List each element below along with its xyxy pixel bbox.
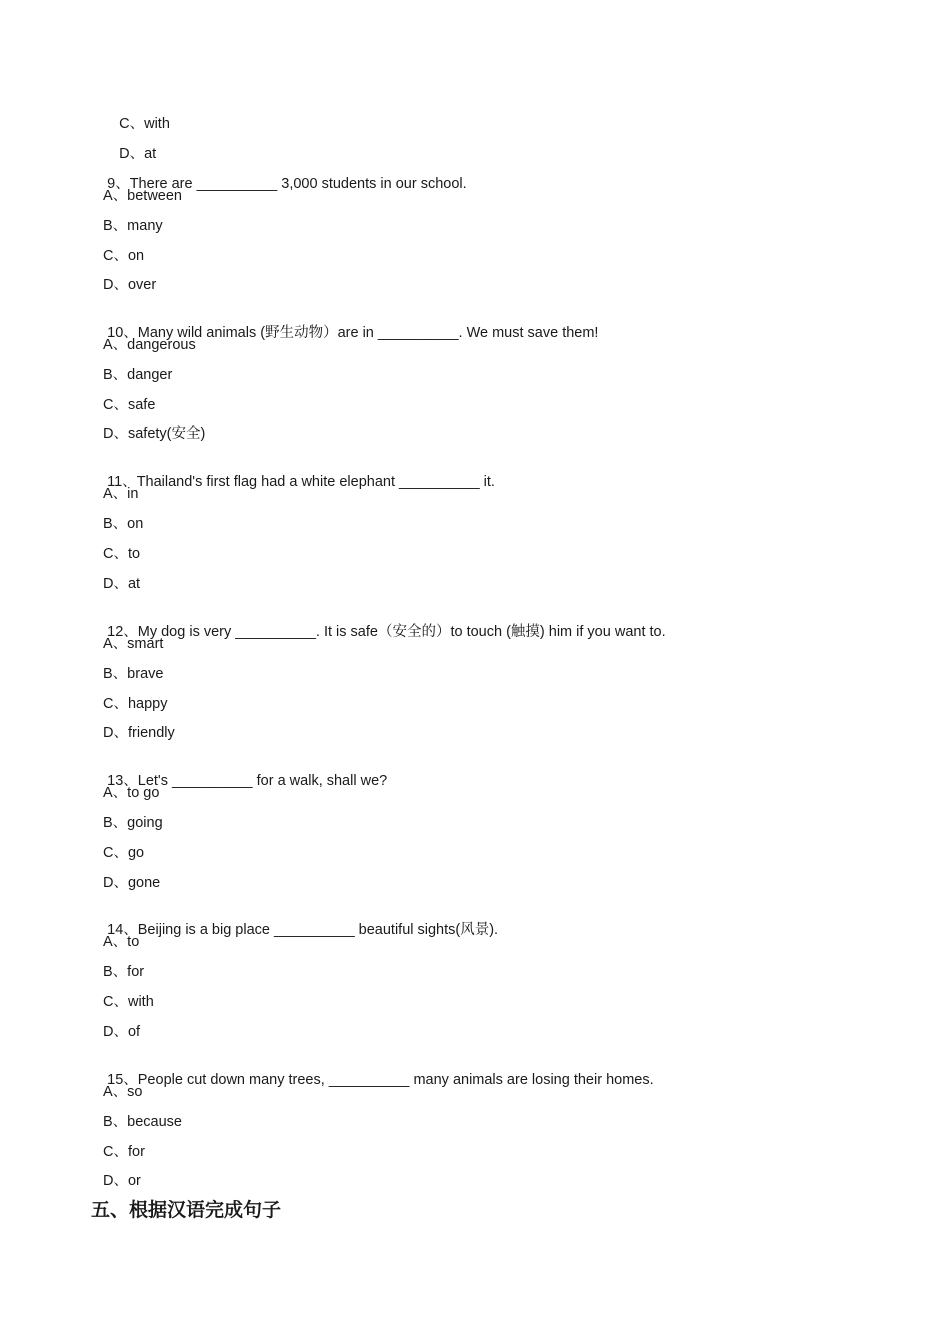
question-text: Let's __________ for a walk, shall we?: [137, 773, 388, 789]
option-text: on: [127, 248, 145, 264]
option-letter: C、: [103, 248, 128, 264]
option-text: over: [127, 277, 157, 293]
option-letter: A、: [103, 785, 128, 801]
option-text: with: [144, 116, 170, 132]
question-number: 15、: [107, 1072, 138, 1088]
option-letter: D、: [103, 725, 128, 741]
option-line: [103, 336, 196, 354]
option-letter: A、: [103, 636, 128, 652]
option-text: at: [144, 146, 157, 162]
option-letter: D、: [103, 875, 128, 891]
option-text: for: [127, 964, 145, 980]
option-text: brave: [127, 666, 164, 682]
option-letter: B、: [103, 367, 128, 383]
question-number: 12、: [107, 624, 138, 640]
question-text: Thailand's first flag had a white elephant __________ it.: [136, 474, 495, 490]
option-line: [103, 276, 156, 294]
question-number: 14、: [107, 922, 138, 938]
option-letter: C、: [119, 116, 145, 132]
option-text: in: [127, 486, 139, 502]
question-stem: [91, 1053, 654, 1107]
option-line: [103, 665, 163, 683]
option-letter: A、: [103, 188, 128, 204]
option-line: [103, 1143, 145, 1161]
question-number: 13、: [107, 773, 138, 789]
option-letter: D、: [103, 576, 128, 592]
question-text: Beijing is a big place __________ beautiful sights(风景).: [137, 922, 499, 938]
option-text: safe: [127, 397, 156, 413]
option-letter: D、: [119, 146, 145, 162]
question-number: 10、: [107, 325, 138, 341]
option-text: friendly: [127, 725, 175, 741]
option-line: [103, 485, 138, 503]
option-line: [103, 993, 154, 1011]
option-line: [103, 635, 163, 653]
option-letter: A、: [103, 934, 128, 950]
option-letter: D、: [103, 277, 128, 293]
option-text: because: [127, 1114, 182, 1130]
option-text: many: [127, 218, 163, 234]
option-line: [103, 545, 140, 563]
section-heading: 五、根据汉语完成句子: [91, 1200, 282, 1221]
option-line: [103, 1172, 141, 1190]
option-line: [103, 575, 140, 593]
option-line: [103, 784, 159, 802]
option-letter: C、: [103, 696, 128, 712]
option-letter: C、: [103, 994, 128, 1010]
question-text: There are __________ 3,000 students in our school.: [129, 176, 467, 192]
option-line: [103, 844, 144, 862]
option-text: danger: [127, 367, 173, 383]
option-line: [103, 515, 143, 533]
option-letter: B、: [103, 815, 128, 831]
option-line: [103, 933, 139, 951]
option-letter: D、: [103, 1024, 128, 1040]
option-line: [103, 695, 168, 713]
option-letter: B、: [103, 218, 128, 234]
option-line: [103, 1023, 140, 1041]
question-text: My dog is very __________. It is safe（安全的）to touch (触摸) him if you want to.: [137, 624, 666, 640]
option-letter: C、: [103, 546, 128, 562]
option-line: [103, 425, 205, 443]
option-line: [103, 247, 144, 265]
question-stem: [91, 903, 498, 957]
option-text: on: [127, 516, 144, 532]
option-line: [103, 874, 160, 892]
option-line: [103, 963, 144, 981]
option-text: between: [127, 188, 182, 204]
option-text: dangerous: [127, 337, 196, 353]
option-line: [103, 724, 175, 742]
option-line: [103, 187, 182, 205]
option-text: so: [127, 1084, 143, 1100]
option-line: [103, 366, 172, 384]
option-text: go: [127, 845, 145, 861]
option-line: [103, 1083, 143, 1101]
option-letter: B、: [103, 516, 128, 532]
option-text: safety(安全): [127, 426, 206, 442]
question-stem: [91, 605, 666, 659]
question-stem: [91, 455, 495, 509]
option-text: happy: [127, 696, 168, 712]
option-text: with: [127, 994, 154, 1010]
option-text: smart: [127, 636, 164, 652]
option-letter: B、: [103, 964, 128, 980]
option-letter: A、: [103, 1084, 128, 1100]
option-text: to go: [127, 785, 160, 801]
option-line: [103, 396, 155, 414]
option-text: gone: [127, 875, 161, 891]
question-number: 11、: [107, 474, 137, 490]
option-text: or: [127, 1173, 141, 1189]
option-line: [103, 814, 163, 832]
option-text: to: [127, 934, 140, 950]
option-letter: A、: [103, 486, 128, 502]
option-line: [103, 217, 163, 235]
question-number: 9、: [107, 176, 130, 192]
option-letter: B、: [103, 1114, 128, 1130]
question-text: People cut down many trees, __________ many animals are losing their homes.: [137, 1072, 654, 1088]
option-text: of: [127, 1024, 141, 1040]
option-letter: D、: [103, 1173, 128, 1189]
option-text: for: [127, 1144, 145, 1160]
option-letter: C、: [103, 1144, 128, 1160]
option-line: [103, 1113, 182, 1131]
option-letter: D、: [103, 426, 128, 442]
option-text: at: [127, 576, 141, 592]
option-letter: A、: [103, 337, 128, 353]
option-letter: C、: [103, 397, 128, 413]
option-text: to: [127, 546, 141, 562]
option-letter: C、: [103, 845, 128, 861]
option-text: going: [127, 815, 163, 831]
question-text: Many wild animals (野生动物）are in __________. We must save them!: [137, 325, 599, 341]
option-letter: B、: [103, 666, 128, 682]
